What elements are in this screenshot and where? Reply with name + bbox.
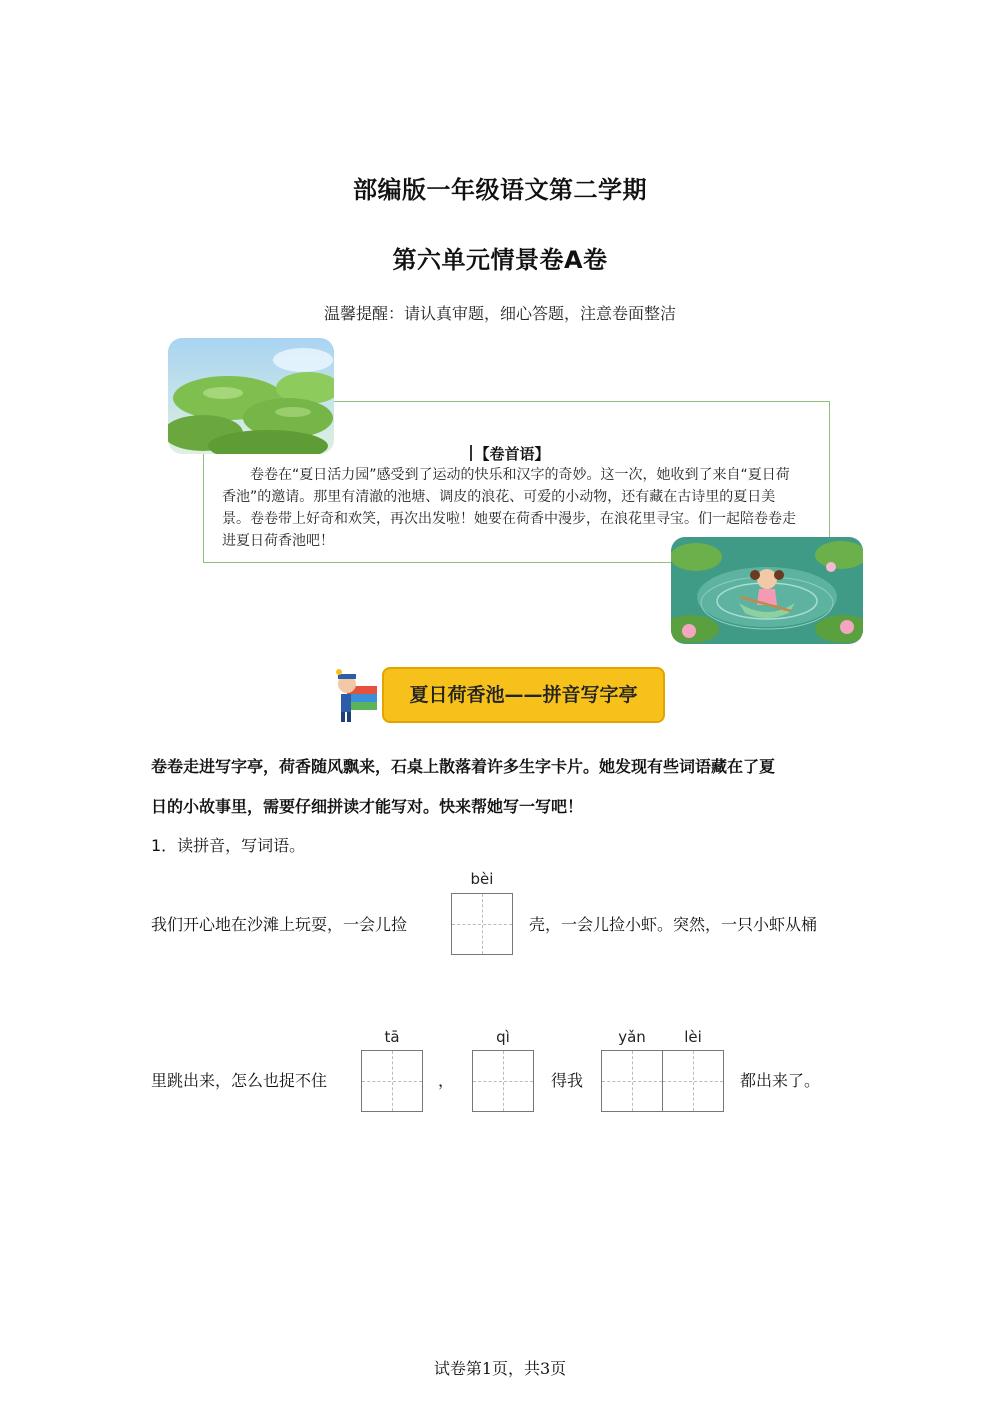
answer-grid-lei[interactable] xyxy=(662,1050,724,1112)
answer-grid-yan[interactable] xyxy=(601,1050,663,1112)
q1-row2-text-after: 都出来了。 xyxy=(740,1071,821,1090)
pinyin-ta: tā xyxy=(384,1028,400,1046)
q1-row1-text-before: 我们开心地在沙滩上玩耍，一会儿捡 xyxy=(151,915,408,934)
girl-in-boat-image xyxy=(671,537,863,644)
story-line-2: 日的小故事里，需要仔细拼读才能写对。快来帮她写一写吧！ xyxy=(151,797,584,816)
pinyin-yan: yǎn xyxy=(618,1028,646,1046)
pinyin-lei: lèi xyxy=(684,1028,702,1046)
intro-text: 卷卷在“夏日活力园”感受到了运动的快乐和汉字的奇妙。这一次，她收到了来自“夏日荷香池”的邀请。那里有清澈的池塘、调皮的浪花、可爱的小动物，还有藏在古诗里的夏日美景。卷卷带上好奇和欢笑，再次出发啦！她要在荷香中漫步，在浪花里寻宝。们一起陪卷卷走进夏日荷香池吧！ xyxy=(222,467,796,549)
pinyin-bei: bèi xyxy=(470,870,494,888)
exam-subtitle: 第六单元情景卷A卷 xyxy=(392,246,608,274)
q1-row2-text-mid: 得我 xyxy=(551,1071,584,1090)
answer-grid-ta[interactable] xyxy=(361,1050,423,1112)
page-footer: 试卷第1页，共3页 xyxy=(433,1359,567,1378)
q1-row2-text-before: 里跳出来，怎么也捉不住 xyxy=(151,1071,328,1090)
section-banner: 夏日荷香池——拼音写字亭 xyxy=(382,667,665,723)
exam-title: 部编版一年级语文第二学期 xyxy=(353,176,647,204)
q1-row1-text-after: 壳，一会儿捡小虾。突然，一只小虾从桶 xyxy=(529,915,818,934)
lotus-leaves-image xyxy=(168,338,334,454)
answer-grid-bei[interactable] xyxy=(451,893,513,955)
mascot-icon xyxy=(333,666,383,726)
answer-grid-qi[interactable] xyxy=(472,1050,534,1112)
reminder-text: 温馨提醒：请认真审题，细心答题，注意卷面整洁 xyxy=(323,304,676,323)
pinyin-qi: qì xyxy=(496,1028,510,1046)
story-line-1: 卷卷走进写字亭，荷香随风飘来，石桌上散落着许多生字卡片。她发现有些词语藏在了夏 xyxy=(151,757,776,776)
q1-row2-separator: ， xyxy=(438,1071,455,1090)
intro-heading: 【卷首语】 xyxy=(470,443,550,464)
question-1-prompt: 1．读拼音，写词语。 xyxy=(151,836,306,855)
